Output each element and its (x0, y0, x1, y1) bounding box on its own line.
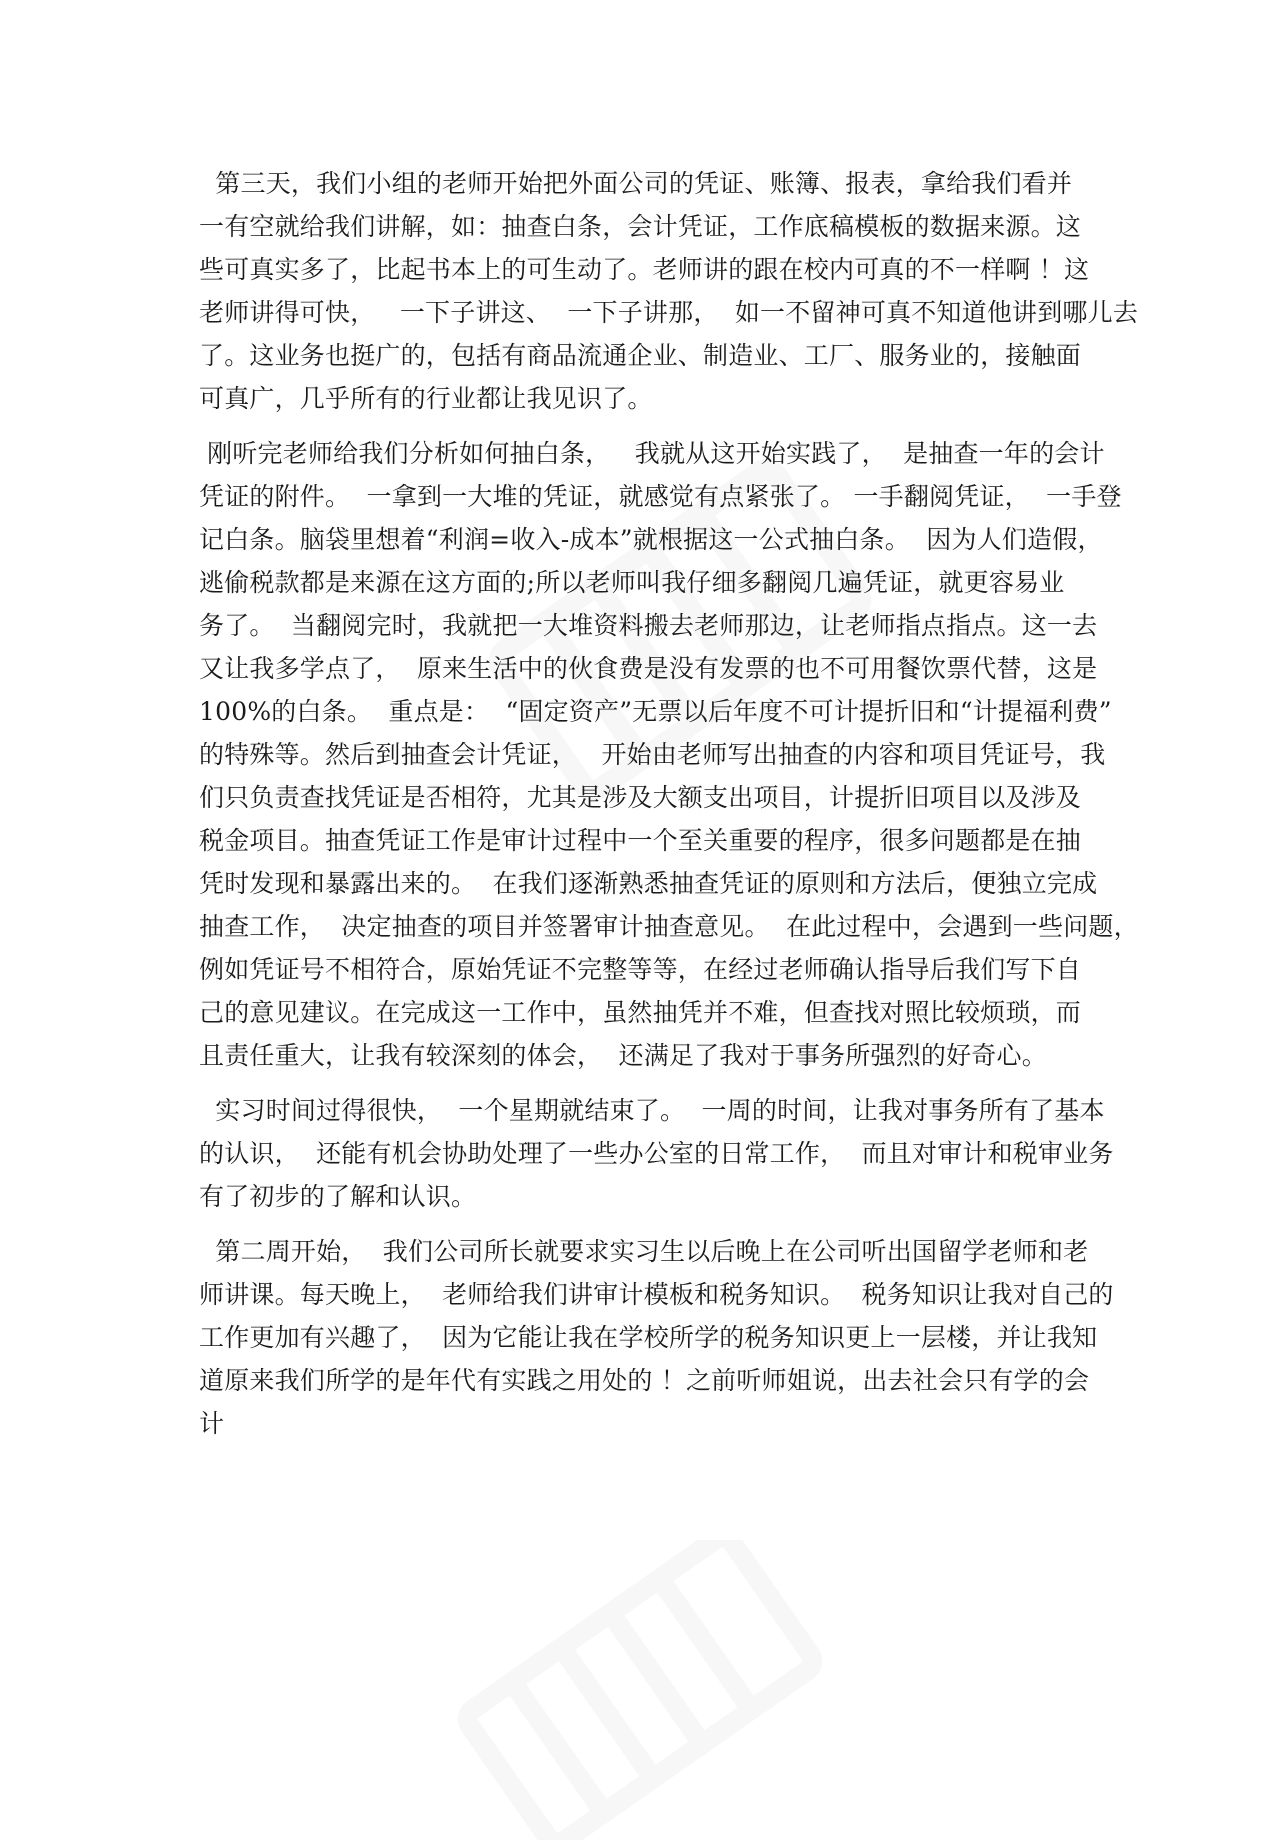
text-line: 有了初步的了解和认识。 (199, 1182, 477, 1211)
text-line: 的认识， 还能有机会协助处理了一些办公室的日常工作， 而且对审计和税审业务 (199, 1139, 1114, 1168)
text-line: 例如凭证号不相符合，原始凭证不完整等等，在经过老师确认指导后我们写下自 (199, 955, 1082, 984)
text-line: 们只负责查找凭证是否相符，尤其是涉及大额支出项目，计提折旧项目以及涉及 (199, 783, 1082, 812)
paragraph-second-week (199, 1230, 1114, 1445)
text-line: 实习时间过得很快， 一个星期就结束了。 一周的时间，让我对事务所有了基本 (199, 1096, 1105, 1125)
text-line: 务了。 当翻阅完时，我就把一大堆资料搬去老师那边，让老师指点指点。这一去 (199, 611, 1098, 640)
text-line: 老师讲得可快， 一下子讲这、 一下子讲那， 如一不留神可真不知道他讲到哪儿去 (199, 298, 1139, 327)
text-line: 税金项目。抽查凭证工作是审计过程中一个至关重要的程序，很多问题都是在抽 (199, 826, 1082, 855)
text-line: 100%的白条。 重点是： “固定资产”无票以后年度不可计提折旧和“计提福利费” (199, 697, 1112, 726)
paragraph-day-three (199, 162, 1139, 420)
text-line: 又让我多学点了， 原来生活中的伙食费是没有发票的也不可用餐饮票代替，这是 (199, 654, 1098, 683)
paragraph-voucher-audit (199, 432, 1139, 1077)
paragraph-first-week (199, 1089, 1114, 1218)
text-line: 第二周开始， 我们公司所长就要求实习生以后晚上在公司听出国留学老师和老 (199, 1237, 1089, 1266)
watermark-logo-icon (430, 1540, 850, 1840)
text-line: 道原来我们所学的是年代有实践之用处的 ！之前听师姐说，出去社会只有学的会 (199, 1366, 1090, 1395)
text-line: 凭证的附件。 一拿到一大堆的凭证，就感觉有点紧张了。 一手翻阅凭证， 一手登 (199, 482, 1122, 511)
document-body (199, 162, 1139, 1457)
text-line: 可真广，几乎所有的行业都让我见识了。 (199, 384, 653, 413)
text-line: 的特殊等。然后到抽查会计凭证， 开始由老师写出抽查的内容和项目凭证号，我 (199, 740, 1106, 769)
text-line: 己的意见建议。在完成这一工作中，虽然抽凭并不难，但查找对照比较烦琐，而 (199, 998, 1082, 1027)
text-line: 记白条。脑袋里想着“利润=收入-成本”就根据这一公式抽白条。 因为人们造假， (199, 525, 1103, 554)
text-line: 第三天，我们小组的老师开始把外面公司的凭证、账簿、报表，拿给我们看并 (199, 169, 1073, 198)
text-line: 且责任重大，让我有较深刻的体会， 还满足了我对于事务所强烈的好奇心。 (199, 1041, 1047, 1070)
text-line: 逃偷税款都是来源在这方面的;所以老师叫我仔细多翻阅几遍凭证，就更容易业 (199, 568, 1065, 597)
text-line: 些可真实多了，比起书本上的可生动了。老师讲的跟在校内可真的不一样啊 ！这 (199, 255, 1090, 284)
text-line: 抽查工作， 决定抽查的项目并签署审计抽查意见。 在此过程中，会遇到一些问题， (199, 912, 1139, 941)
text-line: 师讲课。每天晚上， 老师给我们讲审计模板和税务知识。 税务知识让我对自己的 (199, 1280, 1114, 1309)
text-line: 了。这业务也挺广的，包括有商品流通企业、制造业、工厂、服务业的，接触面 (199, 341, 1082, 370)
text-line: 计 (199, 1409, 225, 1438)
text-line: 一有空就给我们讲解，如：抽查白条，会计凭证，工作底稿模板的数据来源。这 (199, 212, 1082, 241)
text-line: 刚听完老师给我们分析如何抽白条， 我就从这开始实践了， 是抽查一年的会计 (199, 439, 1105, 468)
text-line: 凭时发现和暴露出来的。 在我们逐渐熟悉抽查凭证的原则和方法后，便独立完成 (199, 869, 1098, 898)
text-line: 工作更加有兴趣了， 因为它能让我在学校所学的税务知识更上一层楼，并让我知 (199, 1323, 1098, 1352)
